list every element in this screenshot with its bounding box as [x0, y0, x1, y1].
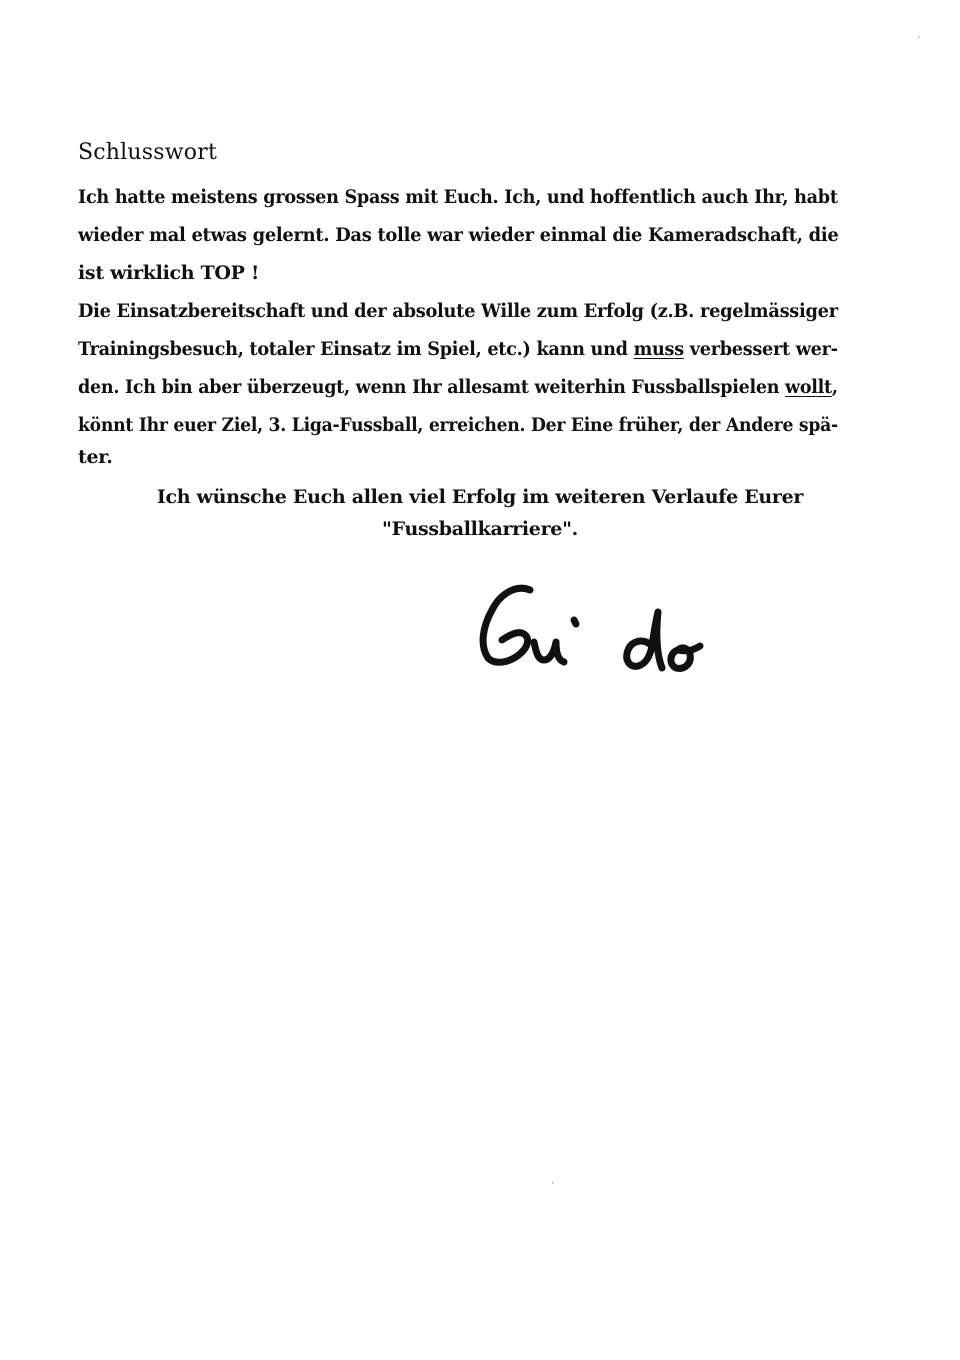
paragraph2-line4: könnt Ihr euer Ziel, 3. Liga-Fussball, erreichen. Der Eine früher, der Andere spä-	[78, 414, 838, 436]
underlined-word-muss: muss	[633, 338, 684, 360]
underlined-word-wollt: wollt	[785, 376, 832, 398]
paragraph2-line3-post: ,	[831, 376, 838, 398]
closing-line2: "Fussballkarriere".	[381, 518, 578, 540]
signature-guido	[472, 572, 722, 692]
paragraph2-line2-post: verbessert wer-	[683, 338, 838, 360]
paragraph1-line3: ist wirklich TOP !	[78, 262, 260, 284]
closing-line1: Ich wünsche Euch allen viel Erfolg im weiteren Verlaufe Eurer	[156, 486, 804, 508]
paragraph2-line3-pre: den. Ich bin aber überzeugt, wenn Ihr allesamt weiterhin Fussballspielen	[78, 376, 786, 398]
paragraph2-line2-pre: Trainingsbesuch, totaler Einsatz im Spiel, etc.) kann und	[78, 338, 634, 360]
paragraph1-line1: Ich hatte meistens grossen Spass mit Euch. Ich, und hoffentlich auch Ihr, habt	[78, 186, 838, 208]
paragraph2-line1: Die Einsatzbereitschaft und der absolute Wille zum Erfolg (z.B. regelmässiger	[78, 300, 838, 322]
paragraph1-line2: wieder mal etwas gelernt. Das tolle war wieder einmal die Kameradschaft, die	[78, 224, 839, 246]
paper-speck	[918, 36, 920, 38]
heading: Schlusswort	[78, 140, 217, 165]
paragraph2-line5: ter.	[78, 446, 113, 468]
paragraph2-line3	[78, 374, 838, 400]
paragraph2-line2	[78, 336, 838, 362]
paper-speck	[552, 1182, 554, 1184]
